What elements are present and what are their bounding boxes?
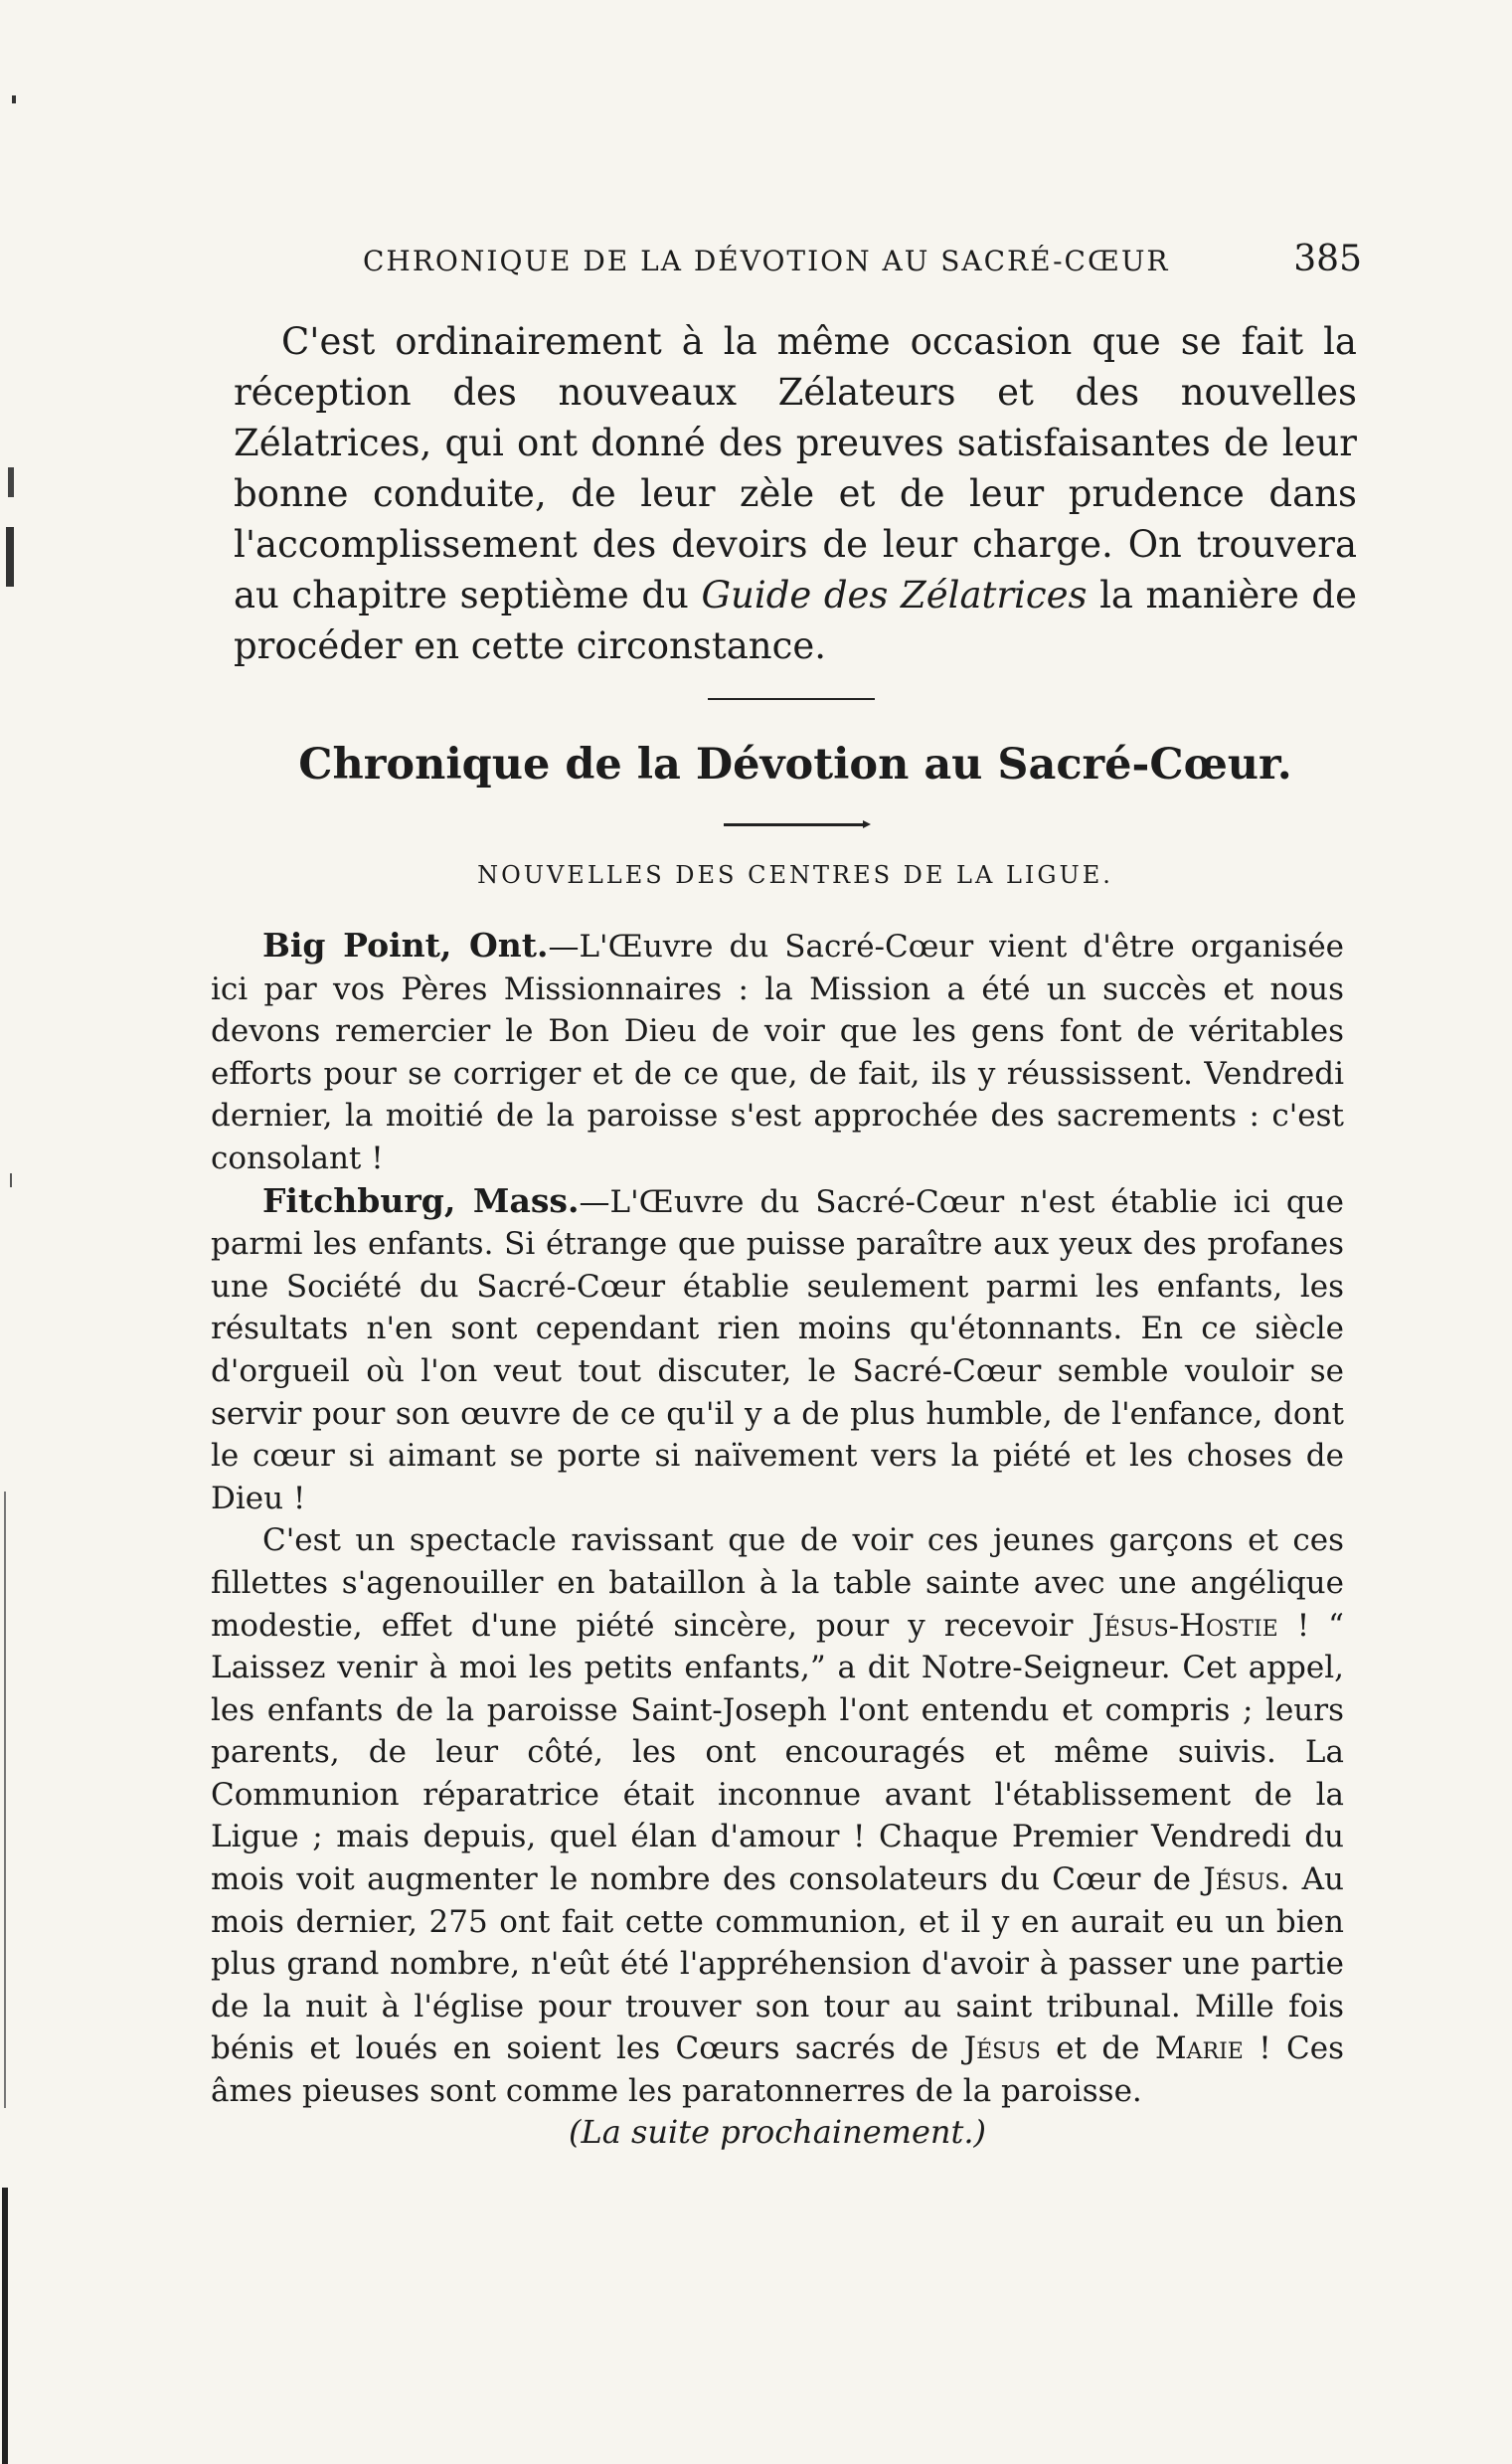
jesus-hostie: Jésus-Hostie — [1092, 1607, 1278, 1644]
news-text: ! “ Laissez venir à moi les petits enfants,” a dit Notre-Seigneur. Cet appel, les enfants de la paroisse Saint-Joseph l'ont entendu et compris ; leurs parents, de leur côté, les ont encouragés et même suivis. La Communion réparatrice était inconnue avant l'établissement de la Ligue ; mais depuis, quel élan d'amour ! Chaque Premier Vendredi du mois voit augmenter le nombre des consolateurs du Cœur de — [211, 1607, 1345, 1898]
jesus-name: Jésus — [963, 2030, 1041, 2067]
page-number: 385 — [1293, 239, 1362, 279]
intro-paragraph — [234, 316, 1357, 671]
place-name: Fitchburg, Mass. — [262, 1180, 580, 1220]
news-body — [211, 925, 1344, 2113]
intro-text-part: la manière de procéder en cette circonstance. — [234, 574, 1358, 667]
news-text: C'est un spectacle ravissant que de voir ces jeunes garçons et ces fillettes s'agenouiller en bataillon à la table sainte avec une angélique modestie, effet d'une piété sincère, pour y recevoir — [211, 1522, 1344, 1644]
intro-text-part: C'est ordinairement à la même occasion que se fait la réception des nouveaux Zélateurs et des nouvelles Zélatrices, qui ont donné des preuves satisfaisantes de leur bonne conduite, de leur zèle et de leur prudence dans l'accomplissement des devoirs de leur charge. On trouvera au chapitre septième du — [234, 320, 1357, 616]
marie-name: Marie — [1154, 2030, 1244, 2067]
guide-title: Guide des Zélatrices — [701, 574, 1088, 616]
news-paragraph-spectacle — [211, 1519, 1344, 2112]
running-title: CHRONIQUE DE LA DÉVOTION AU SACRÉ-CŒUR — [363, 245, 1170, 277]
continuation-note: (La suite prochainement.) — [568, 2113, 987, 2151]
ornament-rule — [724, 823, 865, 826]
news-text: . Au mois dernier, 275 ont fait cette communion, et il y en aurait eu un bien plus grand nombre, n'eût été l'appréhension d'avoir à passer une partie de la nuit à l'église pour trouver son tour au saint tribunal. Mille fois bénis et loués en soient les Cœurs sacrés de — [211, 1861, 1344, 2067]
news-item-big-point — [211, 925, 1344, 1180]
news-text: ! Ces âmes pieuses sont comme les paratonnerres de la paroisse. — [211, 2030, 1344, 2110]
divider-rule — [708, 698, 875, 700]
intro-text — [234, 316, 1357, 671]
section-title: Chronique de la Dévotion au Sacré-Cœur. — [298, 740, 1292, 790]
place-name: Big Point, Ont. — [262, 926, 549, 965]
news-text: —L'Œuvre du Sacré-Cœur vient d'être organisée ici par vos Pères Missionnaires : la Mission a été un succès et nous devons remercier le Bon Dieu de voir que les gens font de véritables efforts pour se corriger et de ce que, de fait, ils y réussissent. Vendredi dernier, la moitié de la paroisse s'est approchée des sacrements : c'est consolant ! — [211, 929, 1345, 1176]
margin-scan-marks — [0, 0, 40, 2464]
running-head — [363, 239, 1362, 279]
news-text: —L'Œuvre du Sacré-Cœur n'est établie ici que parmi les enfants. Si étrange que puisse paraître aux yeux des profanes une Société du Sacré-Cœur établie seulement parmi les enfants, les résultats n'en sont cependant rien moins qu'étonnants. En ce siècle d'orgueil où l'on veut tout discuter, le Sacré-Cœur semble vouloir se servir pour son œuvre de ce qu'il y a de plus humble, de l'enfance, dont le cœur si aimant se porte si naïvement vers la piété et les choses de Dieu ! — [211, 1183, 1344, 1516]
section-subtitle: NOUVELLES DES CENTRES DE LA LIGUE. — [477, 861, 1113, 889]
news-item-fitchburg — [211, 1180, 1344, 1520]
news-text: et de — [1040, 2030, 1155, 2067]
jesus-name: Jésus — [1203, 1861, 1280, 1898]
